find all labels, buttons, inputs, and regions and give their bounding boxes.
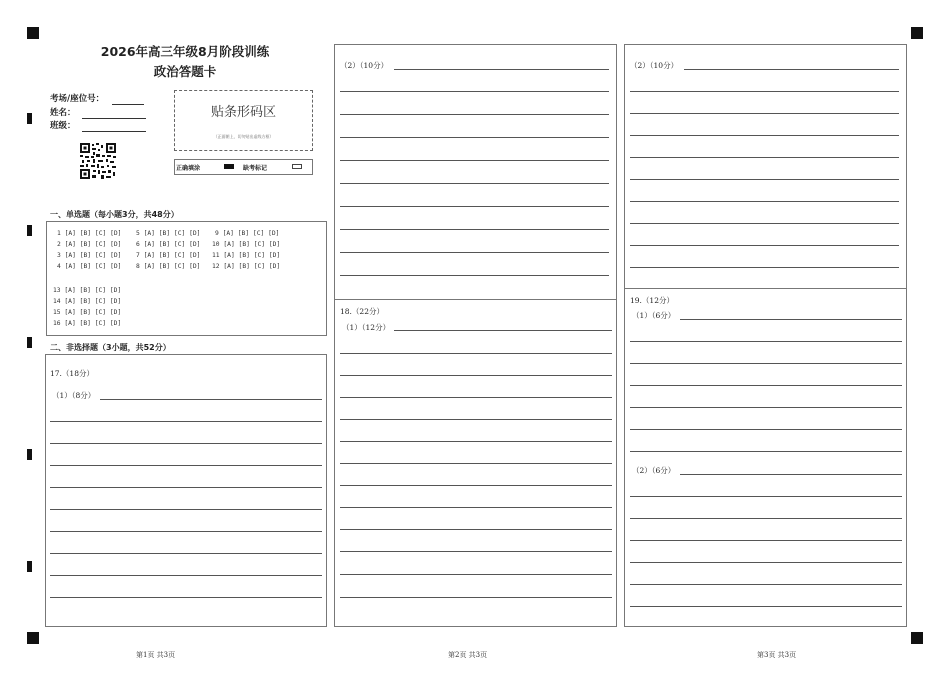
- answer-line[interactable]: [50, 553, 322, 554]
- answer-line[interactable]: [630, 407, 902, 408]
- answer-line[interactable]: [50, 531, 322, 532]
- choice-row-4[interactable]: 4 [A] [B] [C] [D]: [57, 263, 122, 270]
- choice-row-9[interactable]: 9 [A] [B] [C] [D]: [215, 230, 280, 237]
- page-title: 2026年高三年级8月阶段训练: [100, 44, 270, 59]
- section1-title: 一、单选题（每小题3分，共48分）: [50, 210, 179, 219]
- choice-row-11[interactable]: 11 [A] [B] [C] [D]: [212, 252, 281, 259]
- timing-mark: [27, 225, 32, 236]
- timing-mark: [27, 113, 32, 124]
- answer-line[interactable]: [340, 114, 609, 115]
- answer-line[interactable]: [340, 441, 612, 442]
- choice-row-10[interactable]: 10 [A] [B] [C] [D]: [212, 241, 281, 248]
- answer-line[interactable]: [630, 91, 899, 92]
- answer-line[interactable]: [630, 540, 902, 541]
- timing-mark: [27, 561, 32, 572]
- choice-row-7[interactable]: 7 [A] [B] [C] [D]: [136, 252, 201, 259]
- page-subtitle: 政治答题卡: [153, 64, 217, 79]
- answer-line[interactable]: [340, 206, 609, 207]
- barcode-area: [174, 90, 313, 151]
- q17-part2-box: [334, 44, 617, 300]
- answer-line[interactable]: [394, 69, 609, 70]
- answer-line[interactable]: [630, 451, 902, 452]
- q17-part1-label: （1）（8分）: [52, 391, 96, 400]
- answer-line[interactable]: [340, 160, 609, 161]
- timing-mark: [27, 337, 32, 348]
- answer-line[interactable]: [630, 245, 899, 246]
- answer-line[interactable]: [340, 353, 612, 354]
- answer-line[interactable]: [50, 487, 322, 488]
- answer-line[interactable]: [630, 363, 902, 364]
- absent-label: 缺考标记: [243, 165, 268, 172]
- registration-mark-top-right: [911, 27, 923, 39]
- choice-row-12[interactable]: 12 [A] [B] [C] [D]: [212, 263, 281, 270]
- q17-title: 17.（18分）: [50, 369, 94, 378]
- answer-line[interactable]: [630, 518, 902, 519]
- fill-legend: [174, 159, 313, 175]
- choice-row-8[interactable]: 8 [A] [B] [C] [D]: [136, 263, 201, 270]
- answer-line[interactable]: [340, 574, 612, 575]
- choice-row-5[interactable]: 5 [A] [B] [C] [D]: [136, 230, 201, 237]
- barcode-note: （正面朝上，切勿贴出虚线方框）: [213, 134, 274, 139]
- qr-code-icon: [80, 143, 116, 179]
- class-field[interactable]: [50, 113, 146, 132]
- choice-row-16[interactable]: 16 [A] [B] [C] [D]: [53, 320, 122, 327]
- name-label: 姓名：: [50, 108, 76, 118]
- barcode-title: 贴条形码区: [210, 105, 276, 120]
- choice-row-14[interactable]: 14 [A] [B] [C] [D]: [53, 298, 122, 305]
- q17-part2-label: （2）（10分）: [340, 61, 389, 70]
- answer-line[interactable]: [340, 397, 612, 398]
- answer-line[interactable]: [340, 275, 609, 276]
- answer-line[interactable]: [680, 474, 902, 475]
- q19-part2-label: （2）（6分）: [632, 466, 676, 475]
- answer-line[interactable]: [340, 507, 612, 508]
- choice-row-3[interactable]: 3 [A] [B] [C] [D]: [57, 252, 122, 259]
- answer-line[interactable]: [340, 252, 609, 253]
- answer-line[interactable]: [630, 562, 902, 563]
- choice-row-1[interactable]: 1 [A] [B] [C] [D]: [57, 230, 122, 237]
- q18-part2-label: （2）（10分）: [630, 61, 679, 70]
- page2-footer: 第2页 共3页: [448, 651, 488, 659]
- answer-line[interactable]: [340, 529, 612, 530]
- section2-title: 二、非选择题（3小题，共52分）: [50, 343, 171, 352]
- answer-line[interactable]: [50, 597, 322, 598]
- answer-line[interactable]: [340, 463, 612, 464]
- q19-part1-label: （1）（6分）: [632, 311, 676, 320]
- choice-row-13[interactable]: 13 [A] [B] [C] [D]: [53, 287, 122, 294]
- answer-line[interactable]: [630, 496, 902, 497]
- answer-line[interactable]: [50, 575, 322, 576]
- answer-line[interactable]: [340, 137, 609, 138]
- timing-mark: [27, 449, 32, 460]
- answer-line[interactable]: [340, 229, 609, 230]
- answer-line[interactable]: [340, 551, 612, 552]
- fill-correct-label: 正确填涂: [176, 165, 201, 172]
- absent-checkbox[interactable]: [292, 164, 302, 169]
- q19-title: 19.（12分）: [630, 296, 674, 305]
- answer-line[interactable]: [630, 179, 899, 180]
- answer-line[interactable]: [630, 201, 899, 202]
- answer-line[interactable]: [630, 341, 902, 342]
- answer-line[interactable]: [630, 429, 902, 430]
- answer-line[interactable]: [50, 443, 322, 444]
- class-label: 班级：: [50, 121, 76, 131]
- answer-line[interactable]: [630, 606, 902, 607]
- answer-line[interactable]: [630, 267, 899, 268]
- answer-line[interactable]: [50, 509, 322, 510]
- answer-line[interactable]: [630, 135, 899, 136]
- answer-line[interactable]: [630, 584, 902, 585]
- choice-row-2[interactable]: 2 [A] [B] [C] [D]: [57, 241, 122, 248]
- answer-line[interactable]: [630, 157, 899, 158]
- answer-line[interactable]: [100, 399, 322, 400]
- choice-area: [46, 221, 327, 336]
- answer-line[interactable]: [680, 319, 902, 320]
- answer-line[interactable]: [50, 465, 322, 466]
- answer-line[interactable]: [340, 91, 609, 92]
- choice-row-15[interactable]: 15 [A] [B] [C] [D]: [53, 309, 122, 316]
- filled-bubble-icon: [224, 164, 234, 169]
- registration-mark-bottom-right: [911, 632, 923, 644]
- q19-answer-box: [624, 288, 907, 627]
- answer-line[interactable]: [630, 113, 899, 114]
- registration-mark-top-left: [27, 27, 39, 39]
- page1-footer: 第1页 共3页: [136, 651, 176, 659]
- page3-footer: 第3页 共3页: [757, 651, 797, 659]
- choice-row-6[interactable]: 6 [A] [B] [C] [D]: [136, 241, 201, 248]
- registration-mark-bottom-left: [27, 632, 39, 644]
- q18-title: 18.（22分）: [340, 307, 384, 316]
- answer-line[interactable]: [340, 419, 612, 420]
- answer-line[interactable]: [394, 330, 612, 331]
- exam-room-label: 考场/座位号：: [50, 94, 105, 104]
- answer-line[interactable]: [340, 375, 612, 376]
- answer-line[interactable]: [684, 69, 899, 70]
- q18-part1-label: （1）（12分）: [342, 323, 391, 332]
- answer-line[interactable]: [340, 183, 609, 184]
- q18-part2-box: [624, 44, 907, 289]
- answer-line[interactable]: [50, 421, 322, 422]
- answer-line[interactable]: [340, 485, 612, 486]
- answer-line[interactable]: [630, 385, 902, 386]
- answer-line[interactable]: [340, 597, 612, 598]
- answer-line[interactable]: [630, 223, 899, 224]
